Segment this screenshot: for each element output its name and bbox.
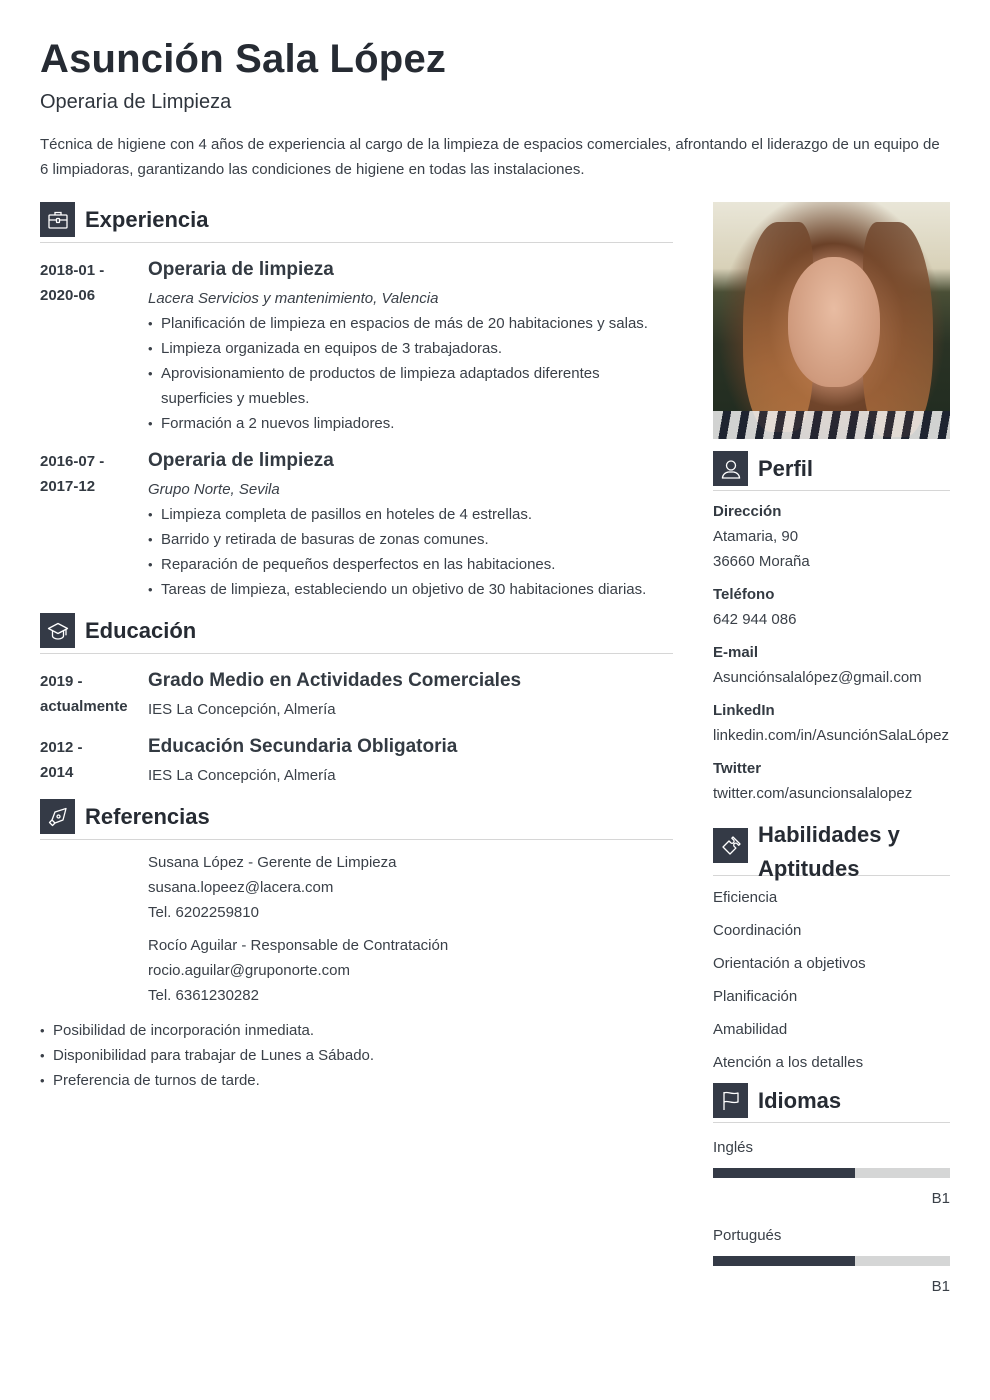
job-company: Grupo Norte, Sevila [148,481,280,498]
experience-header [40,202,673,243]
section-title: Idiomas [758,1088,842,1113]
section-title: Educación [85,618,197,643]
reference-email[interactable]: rocio.aguilar@gruponorte.com [148,962,350,979]
date-end: actualmente [40,698,128,715]
date-end: 2017-12 [40,478,96,495]
linkedin-link[interactable]: linkedin.com/in/AsunciónSalaLópez [713,727,949,744]
bullet: • Limpieza organizada en equipos de 3 trabajadoras. [148,336,673,361]
bullet: • Tareas de limpieza, estableciendo un objetivo de 30 habitaciones diarias. [148,577,673,602]
phone-group [713,582,950,632]
language-level-bar [713,1256,950,1266]
candidate-name: Asunción Sala López [40,37,447,81]
language-level-fill [713,1168,855,1178]
email-link[interactable]: Asunciónsalalópez@gmail.com [713,669,922,686]
reference-item [148,850,673,925]
linkedin-group [713,698,950,748]
bullet: • Aprovisionamiento de productos de limpieza adaptados diferentes superficies y muebles. [148,361,673,411]
profile-header [713,451,950,491]
bullet: • Barrido y retirada de basuras de zonas comunes. [148,527,673,552]
experience-entry [40,448,673,602]
briefcase-icon [40,202,75,237]
date-start: 2019 - [40,673,83,690]
education-section [40,613,673,788]
language-name: Portugués [713,1227,782,1244]
reference-phone: Tel. 6361230282 [148,987,259,1004]
skills-section [713,820,950,1083]
skills-header [713,820,950,881]
reference-item [148,933,673,1008]
language-level: B1 [931,1190,950,1207]
phone-value: 642 944 086 [713,611,797,628]
bullet: • Disponibilidad para trabajar de Lunes a Sábado. [40,1043,673,1068]
skill-item: Coordinación [713,922,802,939]
languages-header [713,1083,950,1123]
language-level-bar [713,1168,950,1178]
language-level-fill [713,1256,855,1266]
job-bullets [148,311,673,436]
language-item [713,1135,950,1211]
puzzle-piece-icon [713,828,748,863]
bullet: • Limpieza completa de pasillos en hoteles de 4 estrellas. [148,502,673,527]
email-group [713,640,950,690]
bullet: • Reparación de pequeños desperfectos en las habitaciones. [148,552,673,577]
reference-name: Susana López - Gerente de Limpieza [148,854,397,871]
availability-bullets [40,1018,673,1093]
reference-email[interactable]: susana.lopeez@lacera.com [148,879,334,896]
experience-entry [40,257,673,436]
school: IES La Concepción, Almería [148,701,336,718]
education-entry [40,734,673,788]
profile-section [713,451,950,806]
job-role: Operaria de limpieza [148,450,334,471]
section-title: Habilidades y Aptitudes [758,822,900,881]
profile-photo [713,202,950,439]
address-line1: Atamaria, 90 [713,528,799,545]
education-header [40,613,673,654]
bullet: • Posibilidad de incorporación inmediata. [40,1018,673,1043]
linkedin-label: LinkedIn [713,702,775,719]
twitter-group [713,756,950,806]
section-title: Referencias [85,804,210,829]
reference-phone: Tel. 6202259810 [148,904,259,921]
reference-name: Rocío Aguilar - Responsable de Contratación [148,937,449,954]
skill-item: Planificación [713,988,798,1005]
sidebar [713,202,950,1299]
address-group [713,499,950,574]
skill-item: Orientación a objetivos [713,955,866,972]
bullet: • Formación a 2 nuevos limpiadores. [148,411,673,436]
twitter-label: Twitter [713,760,762,777]
references-section [40,799,673,1093]
address-line2: 36660 Moraña [713,553,810,570]
language-item [713,1223,950,1299]
entry-date [40,257,148,436]
email-label: E-mail [713,644,759,661]
language-level: B1 [931,1278,950,1295]
skill-item: Amabilidad [713,1021,788,1038]
references-header [40,799,673,840]
graduation-cap-icon [40,613,75,648]
section-title: Perfil [758,456,814,481]
date-end: 2014 [40,764,74,781]
job-bullets [148,502,673,602]
school: IES La Concepción, Almería [148,767,336,784]
experience-section [40,202,673,602]
entry-date [40,734,148,788]
entry-date [40,668,148,722]
summary: Técnica de higiene con 4 años de experiencia al cargo de la limpieza de espacios comerciales, afrontando el liderazgo de un equipo de 6 limpiadoras, garantizando las condiciones de higiene en todas las instalaciones. [40,136,940,178]
pen-nib-icon [40,799,75,834]
main-column [40,202,673,1093]
candidate-title: Operaria de Limpieza [40,91,232,113]
bullet: • Preferencia de turnos de tarde. [40,1068,673,1093]
education-entry [40,668,673,722]
date-start: 2018-01 - [40,262,105,279]
job-role: Operaria de limpieza [148,259,334,280]
section-title: Experiencia [85,207,209,232]
skill-item: Atención a los detalles [713,1054,864,1071]
language-name: Inglés [713,1139,754,1156]
flag-icon [713,1083,748,1118]
languages-section [713,1083,950,1299]
date-end: 2020-06 [40,287,96,304]
bullet: • Planificación de limpieza en espacios de más de 20 habitaciones y salas. [148,311,673,336]
date-start: 2016-07 - [40,453,105,470]
entry-date [40,448,148,602]
job-company: Lacera Servicios y mantenimiento, Valencia [148,290,439,307]
degree: Educación Secundaria Obligatoria [148,736,458,757]
skill-item: Eficiencia [713,889,778,906]
phone-label: Teléfono [713,586,775,603]
degree: Grado Medio en Actividades Comerciales [148,670,522,691]
twitter-link[interactable]: twitter.com/asuncionsalalopez [713,785,913,802]
user-icon [713,451,748,486]
date-start: 2012 - [40,739,83,756]
skills-list [713,885,950,1083]
address-label: Dirección [713,503,782,520]
